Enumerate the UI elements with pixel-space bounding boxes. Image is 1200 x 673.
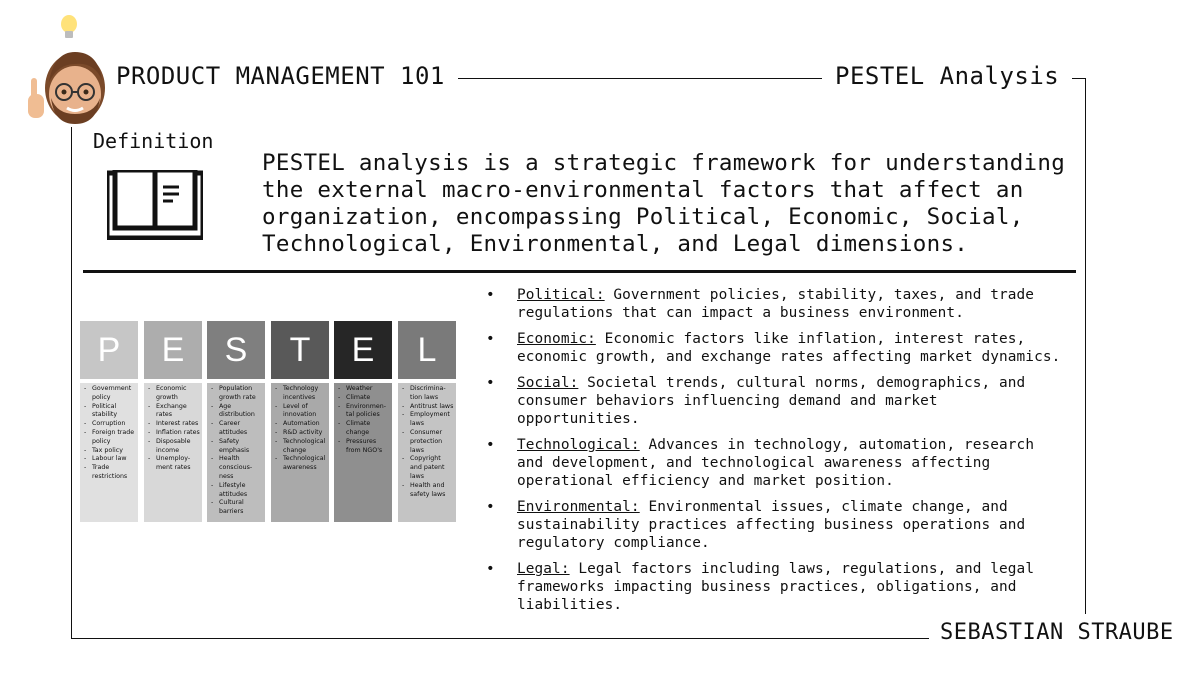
pestel-item: - Population growth rate [209,385,263,403]
pestel-item: - Lifestyle attitudes [209,482,263,500]
bullet-icon: • [486,437,495,453]
pestel-item: - Level of innovation [273,403,327,421]
pestel-item: - Safety emphasis [209,438,263,456]
pestel-letter: S [207,321,265,379]
pestel-item: - Career attitudes [209,420,263,438]
factor-description: Societal trends, cultural norms, demographics, and consumer behaviors influencing demand and market opportunities. [517,375,1026,427]
pestel-item: - Discrimina-tion laws [400,385,454,403]
pestel-item: - Automation [273,420,327,429]
pestel-items [80,383,138,522]
pestel-item: - Climate [336,394,390,403]
factor-description: Government policies, stability, taxes, and trade regulations that can impact a business environment. [517,287,1035,321]
pestel-item: - Unemploy-ment rates [146,455,200,473]
factor-item [486,436,1066,490]
pestel-item: - Labour law [82,455,136,464]
bullet-icon: • [486,375,495,391]
open-book-icon [107,170,203,240]
factor-description: Advances in technology, automation, research and development, and technological awareness affecting operational efficiency and market position. [517,437,1035,489]
pestel-item: - Health conscious-ness [209,455,263,481]
definition-text: PESTEL analysis is a strategic framework for understanding the external macro-environmental factors that affect an organization, encompassing Political, Economic, Social, Technological, Environmental, and Legal dimensions. [262,150,1066,257]
pestel-items [334,383,392,522]
header-rule-right [1072,78,1086,79]
pestel-item: - Health and safety laws [400,482,454,500]
factor-item [486,560,1066,614]
factor-term: Social: [517,375,579,391]
pestel-item: - Corruption [82,420,136,429]
bullet-icon: • [486,499,495,515]
factor-item [486,498,1066,552]
factor-term: Legal: [517,561,570,577]
pestel-letter: L [398,321,456,379]
pestel-letter: E [334,321,392,379]
pestel-items [398,383,456,522]
pestel-item: - Employment laws [400,411,454,429]
pestel-item: - Trade restrictions [82,464,136,482]
factor-term: Economic: [517,331,596,347]
factor-item [486,286,1066,322]
pestel-item: - Disposable income [146,438,200,456]
pestel-column [207,321,265,522]
pestel-item: - Technology incentives [273,385,327,403]
pestel-column [334,321,392,522]
course-title: PRODUCT MANAGEMENT 101 [116,62,445,90]
pestel-item: - Technological awareness [273,455,327,473]
pestel-column [80,321,138,522]
topic-title: PESTEL Analysis [835,62,1060,90]
pestel-item: - Cultural barriers [209,499,263,517]
bullet-icon: • [486,331,495,347]
pestel-item: - Inflation rates [146,429,200,438]
pestel-letter: T [271,321,329,379]
frame-left-edge [71,127,72,639]
pestel-item: - Age distribution [209,403,263,421]
factor-description: Environmental issues, climate change, and sustainability practices affecting business operations and regulatory compliance. [517,499,1026,551]
factor-term: Political: [517,287,605,303]
header-rule-left [458,78,822,79]
pestel-item: - Exchange rates [146,403,200,421]
pestel-item: - Weather [336,385,390,394]
pestel-letter: P [80,321,138,379]
factor-term: Environmental: [517,499,640,515]
pestel-item: - Copyright and patent laws [400,455,454,481]
pestel-item: - Foreign trade policy [82,429,136,447]
pestel-items [144,383,202,522]
bullet-icon: • [486,287,495,303]
author-name: SEBASTIAN STRAUBE [940,620,1174,645]
pestel-item: - Government policy [82,385,136,403]
factor-item [486,374,1066,428]
bullet-icon: • [486,561,495,577]
pestel-item: - Pressures from NGO's [336,438,390,456]
pestel-item: - Antitrust laws [400,403,454,412]
pestel-item: - R&D activity [273,429,327,438]
pestel-column [271,321,329,522]
pestel-item: - Economic growth [146,385,200,403]
factor-item [486,330,1066,366]
pestel-column [398,321,456,522]
pestel-item: - Environmen-tal policies [336,403,390,421]
factor-description: Legal factors including laws, regulations, and legal frameworks impacting business practices, obligations, and liabilities. [517,561,1035,613]
definition-label: Definition [93,129,214,153]
pestel-diagram [80,321,456,522]
pestel-item: - Interest rates [146,420,200,429]
pestel-item: - Technological change [273,438,327,456]
frame-bottom-edge [71,638,929,639]
pestel-column [144,321,202,522]
factor-list [486,286,1066,622]
pestel-item: - Climate change [336,420,390,438]
pestel-item: - Political stability [82,403,136,421]
definition-divider [83,270,1076,273]
avatar-icon [14,10,110,128]
pestel-items [271,383,329,522]
pestel-letter: E [144,321,202,379]
pestel-item: - Tax policy [82,447,136,456]
factor-term: Technological: [517,437,640,453]
pestel-items [207,383,265,522]
factor-description: Economic factors like inflation, interest rates, economic growth, and exchange rates affecting market dynamics. [517,331,1061,365]
pestel-item: - Consumer protection laws [400,429,454,455]
